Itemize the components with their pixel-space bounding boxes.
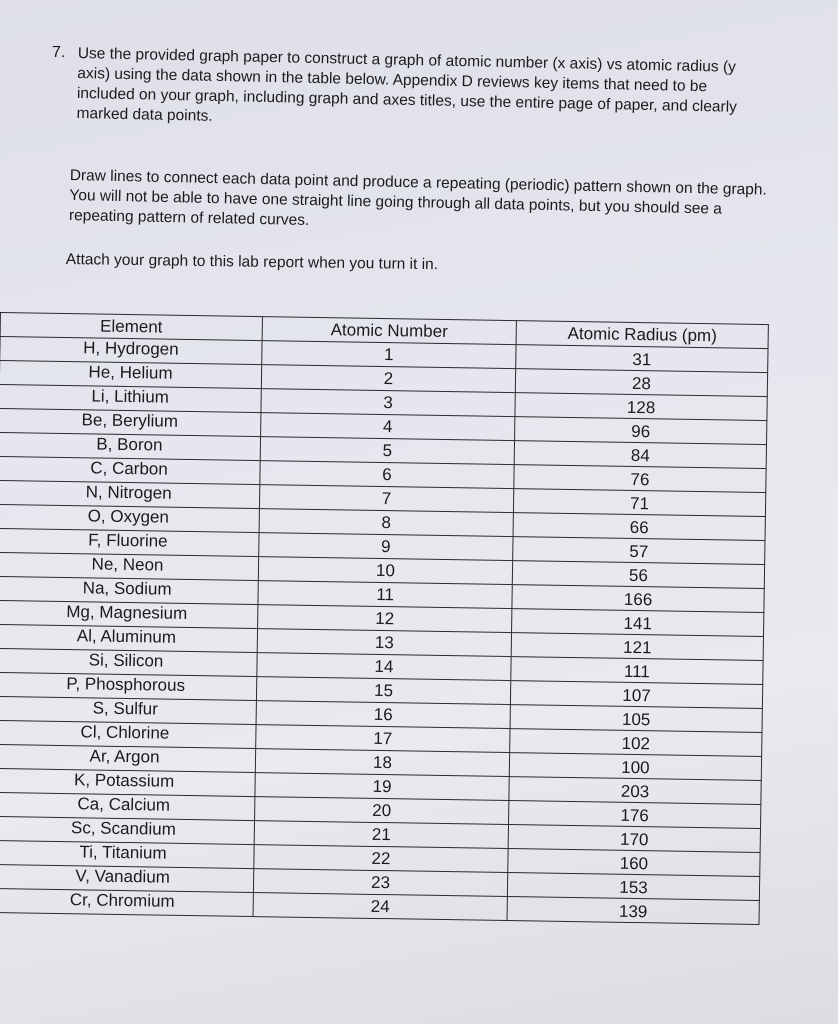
atomic-radius-cell: 76	[514, 465, 766, 493]
element-cell: V, Vanadium	[0, 864, 254, 892]
atomic-radius-cell: 100	[509, 753, 761, 781]
atomic-radius-cell: 31	[516, 345, 768, 373]
atomic-number-cell: 20	[255, 797, 509, 825]
element-cell: Sc, Scandium	[0, 816, 255, 844]
element-cell: B, Boron	[0, 432, 261, 460]
blank-page-area	[0, 935, 838, 1024]
element-cell: Ti, Titanium	[0, 840, 254, 868]
atomic-number-cell: 7	[259, 485, 513, 513]
atomic-radius-cell: 141	[512, 609, 764, 637]
element-cell: Cr, Chromium	[0, 888, 253, 916]
atomic-radius-cell: 107	[510, 681, 762, 709]
atomic-number-cell: 23	[253, 869, 507, 897]
atomic-radius-cell: 128	[515, 393, 767, 421]
table-body	[0, 337, 768, 925]
atomic-radius-cell: 121	[511, 633, 763, 661]
atomic-radius-cell: 71	[513, 489, 765, 517]
atomic-radius-cell: 57	[513, 537, 765, 565]
atomic-number-cell: 22	[254, 845, 508, 873]
element-cell: Be, Berylium	[0, 408, 261, 436]
question-number: 7.	[52, 44, 66, 61]
attach-graph-note: Attach your graph to this lab report when you turn it in.	[65, 250, 439, 274]
element-cell: Cl, Chlorine	[0, 720, 256, 748]
element-cell: C, Carbon	[0, 456, 260, 484]
element-cell: N, Nitrogen	[0, 480, 260, 508]
atomic-number-cell: 18	[255, 749, 509, 777]
atomic-radius-cell: 84	[514, 441, 766, 469]
atomic-number-cell: 15	[256, 677, 510, 705]
atomic-number-cell: 8	[259, 509, 513, 537]
element-cell: Mg, Magnesium	[0, 600, 258, 628]
atomic-number-cell: 14	[257, 653, 511, 681]
element-cell: F, Fluorine	[0, 528, 259, 556]
atomic-radius-cell: 166	[512, 585, 764, 613]
atomic-radius-cell: 176	[509, 801, 761, 829]
atomic-number-cell: 21	[254, 821, 508, 849]
atomic-radius-cell: 105	[510, 705, 762, 733]
atomic-number-cell: 6	[260, 461, 514, 489]
element-cell: Ne, Neon	[0, 552, 259, 580]
atomic-radius-cell: 203	[509, 777, 761, 805]
atomic-radius-cell: 111	[511, 657, 763, 685]
atomic-data-table	[0, 312, 769, 925]
atomic-radius-cell: 139	[507, 897, 759, 925]
element-cell: Na, Sodium	[0, 576, 258, 604]
atomic-number-cell: 16	[256, 701, 510, 729]
atomic-radius-cell: 28	[515, 369, 767, 397]
atomic-number-cell: 5	[260, 437, 514, 465]
element-cell: Al, Aluminum	[0, 624, 258, 652]
atomic-number-cell: 10	[258, 557, 512, 585]
connect-points-note: Draw lines to connect each data point and produce a repeating (periodic) pattern shown on the graph. You will not be able to have one straight line going through all data points, but you should see a repeating pattern of related curves.	[68, 166, 767, 230]
atomic-radius-cell: 170	[508, 825, 760, 853]
element-cell: S, Sulfur	[0, 696, 256, 724]
atomic-number-cell: 19	[255, 773, 509, 801]
element-cell: P, Phosphorous	[0, 672, 257, 700]
element-cell: Ca, Calcium	[0, 792, 255, 820]
atomic-number-cell: 11	[258, 581, 512, 609]
atomic-radius-cell: 66	[513, 513, 765, 541]
atomic-radius-cell: 56	[512, 561, 764, 589]
atomic-number-cell: 4	[261, 413, 515, 441]
element-cell: Ar, Argon	[0, 744, 256, 772]
atomic-radius-cell: 102	[510, 729, 762, 757]
element-cell: Si, Silicon	[0, 648, 257, 676]
header-element: Element	[0, 313, 262, 341]
atomic-number-cell: 3	[261, 389, 515, 417]
atomic-number-cell: 17	[256, 725, 510, 753]
element-cell: K, Potassium	[0, 768, 255, 796]
element-cell: He, Helium	[0, 361, 262, 389]
atomic-data-table-wrapper	[0, 312, 790, 944]
header-atomic-number: Atomic Number	[262, 317, 516, 345]
atomic-radius-cell: 153	[507, 873, 759, 901]
graph-instructions: Use the provided graph paper to construct a graph of atomic number (x axis) vs atomic radius (y axis) using the data shown in the table below. Appendix D reviews key items that need to be included on your graph, including graph and axes titles, use the entire page of paper, and clearly marked data points.	[76, 44, 738, 125]
atomic-number-cell: 12	[258, 605, 512, 633]
atomic-number-cell: 1	[262, 341, 516, 369]
element-cell: O, Oxygen	[0, 504, 259, 532]
atomic-radius-cell: 96	[515, 417, 767, 445]
element-cell: H, Hydrogen	[0, 337, 262, 365]
element-cell: Li, Lithium	[0, 384, 261, 412]
atomic-radius-cell: 160	[508, 849, 760, 877]
header-atomic-radius: Atomic Radius (pm)	[516, 321, 768, 349]
atomic-number-cell: 2	[261, 365, 515, 393]
atomic-number-cell: 24	[253, 893, 507, 921]
atomic-number-cell: 13	[257, 629, 511, 657]
atomic-number-cell: 9	[259, 533, 513, 561]
